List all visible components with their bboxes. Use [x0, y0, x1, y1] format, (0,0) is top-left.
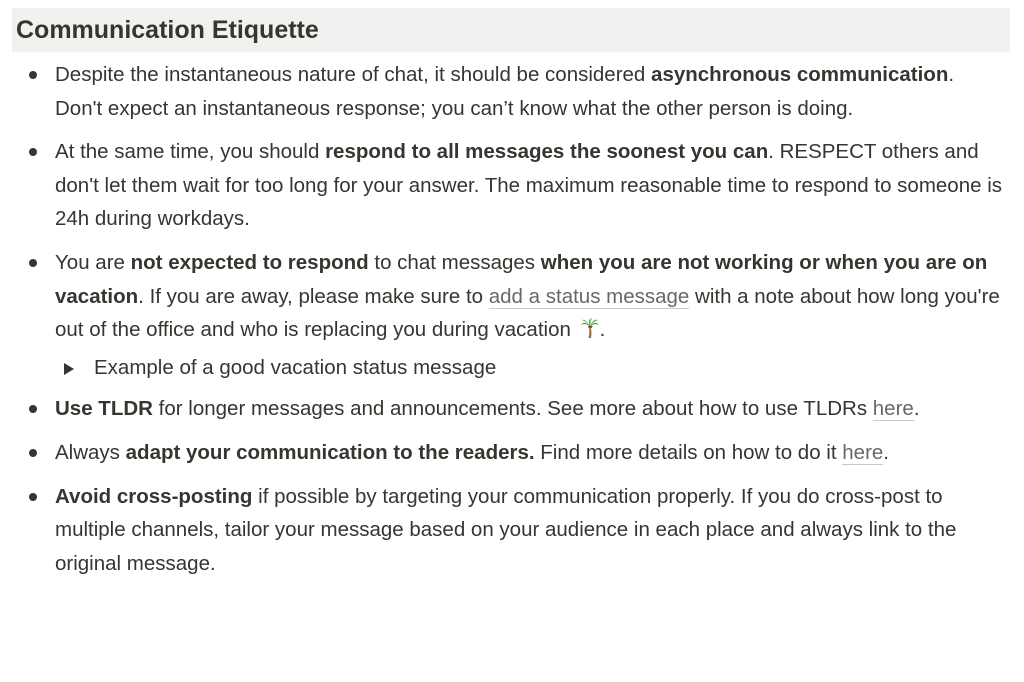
bullet-text: . RESPECT others and don't let them wait for too long for your answer. The maximum reasonable time to respond to someone is 24h during workdays. [55, 140, 1003, 231]
bullet-dot [29, 71, 37, 79]
bullet-dot [29, 259, 37, 267]
bullet-text: to chat messages [368, 250, 541, 274]
bullet-text: . [883, 440, 889, 464]
bold-text: not expected to respond [130, 250, 369, 274]
readers-here-link[interactable]: here [842, 440, 884, 464]
bullet-item-cross-posting [0, 480, 1024, 581]
bullet-item-asynchronous [0, 58, 1024, 125]
section-heading: Communication Etiquette [16, 16, 319, 44]
bold-text: adapt your communication to the readers. [125, 440, 535, 464]
content-area [0, 58, 1024, 590]
bold-text: when you are not working or when you are on vacation [55, 250, 988, 308]
bullet-text: You are [55, 250, 131, 274]
palm-tree-icon [580, 317, 600, 339]
bullet-text: At the same time, you should [55, 140, 326, 164]
bold-text: Avoid cross-posting [55, 484, 253, 508]
bullet-text: Find more details on how to do it [534, 440, 843, 464]
bullet-text: with a note about how long you're out of the office and who is replacing you during vacation [55, 284, 1000, 342]
bullet-dot [29, 148, 37, 156]
bullet-text: if possible by targeting your communication properly. If you do cross-post to multiple channels, tailor your message based on your audience in each place and always link to the original message. [55, 484, 957, 575]
bullet-text: . If you are away, please make sure to [138, 284, 489, 308]
bullet-text: . [913, 397, 920, 421]
bold-text: Use TLDR [55, 397, 153, 421]
tldr-here-link[interactable]: here [872, 397, 914, 421]
bullet-text: Always [55, 440, 126, 464]
bullet-text: . [599, 318, 606, 342]
toggle-block[interactable] [0, 351, 1024, 385]
toggle-triangle-icon[interactable] [64, 363, 74, 375]
bullet-dot [29, 405, 37, 413]
status-message-link[interactable]: add a status message [488, 284, 690, 308]
bullet-dot [29, 493, 37, 501]
toggle-label[interactable]: Example of a good vacation status message [94, 355, 497, 379]
bullet-dot [29, 449, 37, 457]
bullet-item-adapt [0, 436, 1024, 470]
bullet-item-vacation [0, 246, 1024, 347]
bullet-list [0, 58, 1024, 580]
bold-text: asynchronous communication [651, 63, 949, 86]
bullet-text: for longer messages and announcements. See more about how to use TLDRs [152, 397, 873, 421]
bullet-item-respond [0, 135, 1024, 236]
bold-text: respond to all messages the soonest you can [325, 140, 769, 164]
bullet-item-tldr [0, 392, 1024, 426]
bullet-text: . Don't expect an instantaneous response; you can’t know what the other person is doing. [55, 63, 955, 120]
bullet-text: Despite the instantaneous nature of chat, it should be considered [55, 63, 652, 86]
